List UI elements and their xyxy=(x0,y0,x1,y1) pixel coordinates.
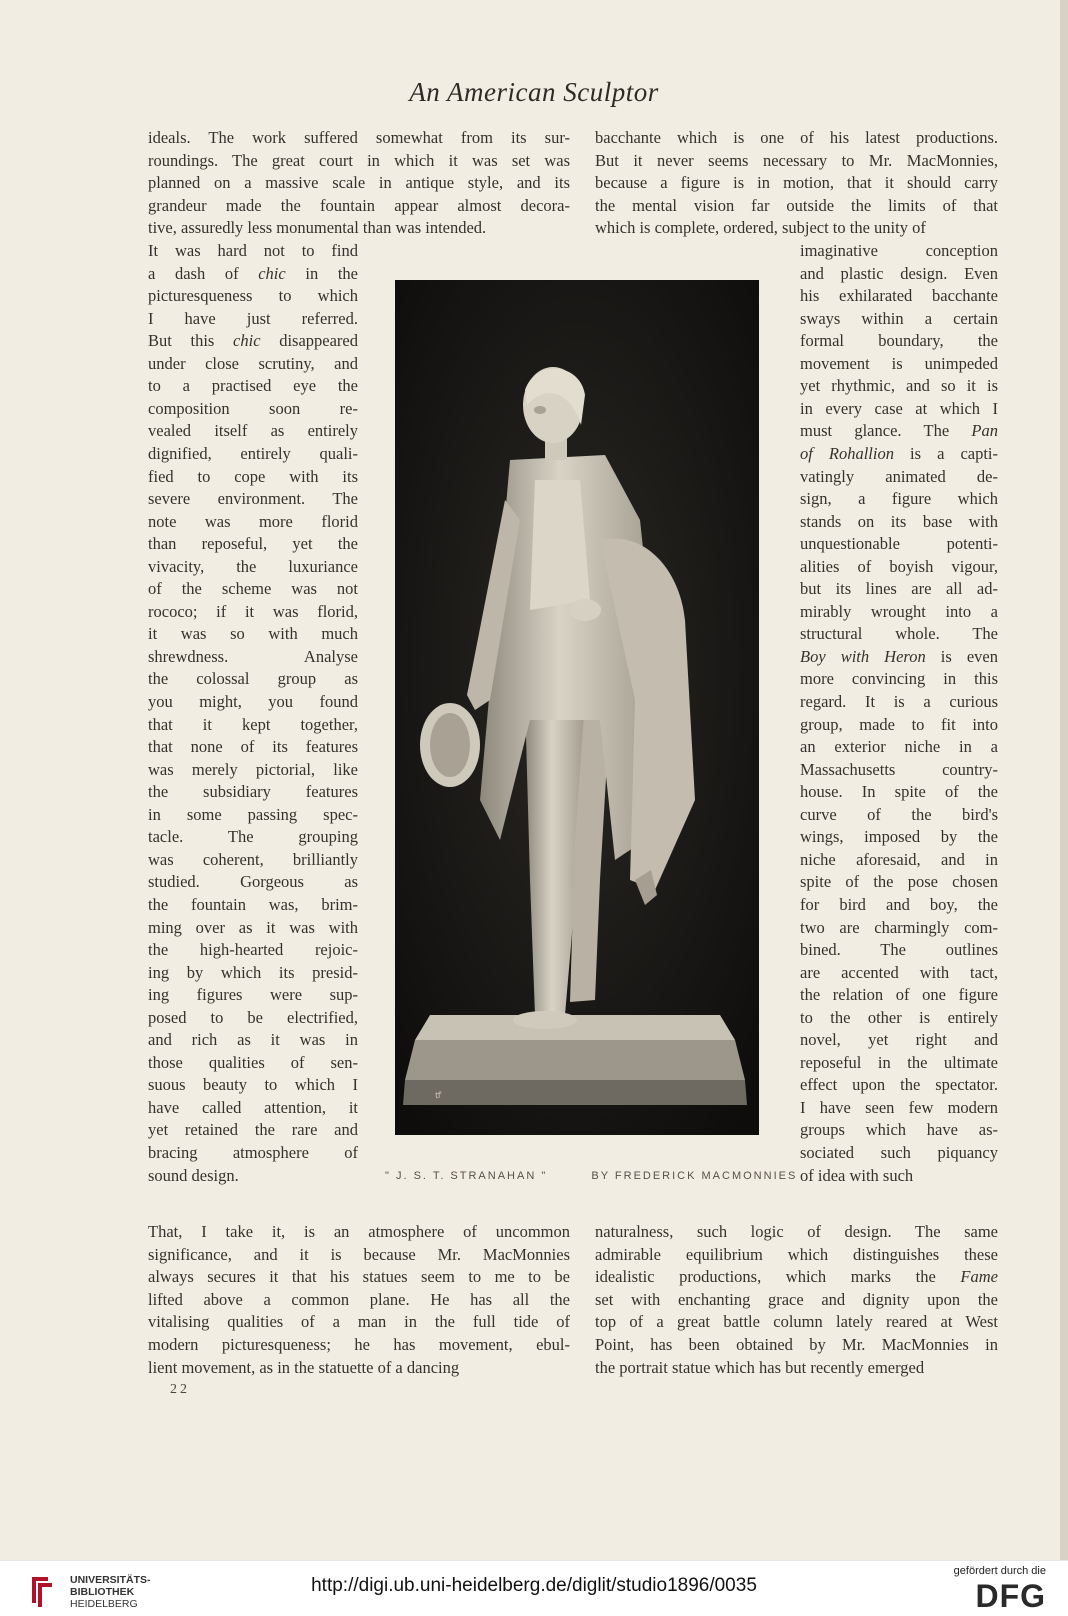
text-line: ing by which its presid- xyxy=(148,962,358,982)
text-line: studied. Gorgeous as xyxy=(148,872,358,892)
figure-caption xyxy=(385,1170,798,1182)
text-line: rococo; if it was florid, xyxy=(148,601,358,621)
text-line: note was more florid xyxy=(148,511,358,531)
text-line: lient movement, as in the statuette of a dancing xyxy=(148,1357,460,1377)
sponsor-text: gefördert durch die xyxy=(953,1565,1046,1577)
text-line: wings, imposed by the xyxy=(800,827,998,847)
text-line: group, made to fit into xyxy=(800,714,998,734)
text-line: sociated such piquancy xyxy=(800,1143,998,1162)
text-line: I have seen few modern xyxy=(800,1097,998,1117)
text-line: sound design. xyxy=(148,1165,239,1185)
text-line: are accented with tact, xyxy=(800,962,998,982)
text-line: for bird and boy, the xyxy=(800,894,998,914)
text-line: admirable equilibrium which distinguishes these xyxy=(595,1244,998,1264)
text-line: reposeful in the ultimate xyxy=(800,1052,998,1072)
text-line: groups which have as- xyxy=(800,1120,998,1140)
text-line: tive, assuredly less monumental than was intended. xyxy=(148,218,487,238)
text-line: yet rhythmic, and so it is xyxy=(800,376,998,396)
text-line: ideals. The work suffered somewhat from its sur- xyxy=(148,128,570,147)
page-edge xyxy=(1060,0,1068,1615)
footer-bar xyxy=(0,1560,1068,1616)
source-url[interactable]: http://digi.ub.uni-heidelberg.de/diglit/studio1896/0035 xyxy=(311,1575,757,1596)
text-line: always secures it that his statues seem to me to be xyxy=(148,1267,570,1287)
text-line: and plastic design. Even xyxy=(800,263,998,283)
text-line: of the scheme was not xyxy=(148,579,358,599)
text-line: effect upon the spectator. xyxy=(800,1075,998,1095)
text-line: the fountain was, brim- xyxy=(148,894,358,914)
page-number: 22 xyxy=(170,1382,190,1397)
text-line: you might, you found xyxy=(148,692,358,711)
text-line: structural whole. The xyxy=(800,624,998,644)
text-line: in every case at which I xyxy=(800,398,998,418)
text-line: under close scrutiny, and xyxy=(148,353,358,373)
text-line: top of a great battle column lately reared at West xyxy=(595,1312,998,1332)
text-line: was coherent, brilliantly xyxy=(148,849,358,869)
text-line: significance, and it is because Mr. MacMonnies xyxy=(148,1244,570,1264)
text-line: that none of its features xyxy=(148,737,358,757)
text-line: picturesqueness to which xyxy=(148,286,358,306)
text-line: formal boundary, the xyxy=(800,331,998,351)
text-line: vealed itself as entirely xyxy=(148,421,358,441)
text-line: Point, has been obtained by Mr. MacMonnies in xyxy=(595,1335,998,1354)
text-line: an exterior niche in a xyxy=(800,737,998,757)
text-line: vatingly animated de- xyxy=(800,466,998,486)
text-line: which is complete, ordered, subject to the unity of xyxy=(595,218,926,238)
text-line: those qualities of sen- xyxy=(148,1052,358,1072)
text-line: novel, yet right and xyxy=(800,1030,998,1050)
text-line: the mental vision far outside the limits of that xyxy=(595,195,998,215)
text-line: more convincing in this xyxy=(800,669,998,689)
text-line: suous beauty to which I xyxy=(148,1075,358,1095)
text-line: his exhilarated bacchante xyxy=(800,286,998,306)
text-line: ming over as it was with xyxy=(148,917,358,937)
text-line: the subsidiary features xyxy=(148,782,358,802)
text-line: It was hard not to find xyxy=(148,241,358,260)
text-line: movement is unimpeded xyxy=(800,353,998,373)
statue-photograph xyxy=(395,280,759,1135)
text-line: unquestionable potenti- xyxy=(800,534,998,554)
text-line: the relation of one figure xyxy=(800,985,998,1005)
text-line: Boy with Heron is even xyxy=(800,646,998,666)
text-line: sign, a figure which xyxy=(800,489,998,509)
text-line: but its lines are all ad- xyxy=(800,579,998,599)
text-line: fied to cope with its xyxy=(148,466,358,486)
text-line: naturalness, such logic of design. The same xyxy=(595,1222,998,1241)
text-line: a dash of chic in the xyxy=(148,263,358,283)
svg-text:ꝷ: ꝷ xyxy=(435,1090,442,1100)
text-line: stands on its base with xyxy=(800,511,998,531)
text-line: house. In spite of the xyxy=(800,782,998,802)
text-line: Massachusetts country- xyxy=(800,759,998,779)
text-line: regard. It is a curious xyxy=(800,692,998,711)
text-line: bacchante which is one of his latest productions. xyxy=(595,128,998,147)
text-line: But it never seems necessary to Mr. MacMonnies, xyxy=(595,150,998,170)
text-line: grandeur made the fountain appear almost decora- xyxy=(148,195,570,215)
text-line: to the other is entirely xyxy=(800,1007,998,1027)
text-line: yet retained the rare and xyxy=(148,1120,358,1140)
running-head: An American Sculptor xyxy=(409,77,659,107)
text-line: was merely pictorial, like xyxy=(148,759,358,779)
text-line: the portrait statue which has but recently emerged xyxy=(595,1357,925,1377)
text-line: two are charmingly com- xyxy=(800,917,998,937)
text-line: severe environment. The xyxy=(148,489,358,509)
caption-title: " J. S. T. STRANAHAN " xyxy=(385,1170,548,1182)
text-line: spite of the pose chosen xyxy=(800,872,998,892)
caption-credit: BY FREDERICK MACMONNIES xyxy=(591,1170,798,1182)
text-line: vivacity, the luxuriance xyxy=(148,556,358,576)
text-line: of idea with such xyxy=(800,1165,914,1185)
text-line: planned on a massive scale in antique style, and its xyxy=(148,173,570,193)
text-line: modern picturesqueness; he has movement, ebul- xyxy=(148,1335,570,1354)
text-line: the high-hearted rejoic- xyxy=(148,940,358,960)
text-line: of Rohallion is a capti- xyxy=(800,443,998,463)
text-line: because a figure is in motion, that it should carry xyxy=(595,173,998,193)
text-line: shrewdness. Analyse xyxy=(148,646,358,666)
text-line: imaginative conception xyxy=(800,241,998,260)
text-line: idealistic productions, which marks the Fame xyxy=(595,1267,998,1287)
library-name: UNIVERSITÄTS- BIBLIOTHEK HEIDELBERG xyxy=(70,1574,151,1610)
text-line: and rich as it was in xyxy=(148,1030,358,1050)
text-line: dignified, entirely quali- xyxy=(148,443,358,463)
text-line: in some passing spec- xyxy=(148,804,358,824)
text-line: must glance. The Pan xyxy=(800,421,998,441)
text-line: composition soon re- xyxy=(148,398,358,418)
text-line: niche aforesaid, and in xyxy=(800,849,998,869)
text-line: lifted above a common plane. He has all the xyxy=(148,1289,570,1309)
dfg-logo: DFG xyxy=(975,1578,1046,1614)
text-line: bined. The outlines xyxy=(800,940,998,960)
text-line: But this chic disappeared xyxy=(148,331,359,351)
text-line: the colossal group as xyxy=(148,669,358,689)
text-line: bracing atmosphere of xyxy=(148,1143,358,1162)
text-line: roundings. The great court in which it was set was xyxy=(148,150,570,170)
text-line: to a practised eye the xyxy=(148,376,358,396)
text-line: vitalising qualities of a man in the full tide of xyxy=(148,1312,570,1332)
text-line: posed to be electrified, xyxy=(148,1007,358,1027)
text-line: it was so with much xyxy=(148,624,358,644)
text-line: sways within a certain xyxy=(800,308,998,328)
text-line: have called attention, it xyxy=(148,1097,358,1117)
text-line: than reposeful, yet the xyxy=(148,534,358,554)
text-line: tacle. The grouping xyxy=(148,827,358,847)
text-line: I have just referred. xyxy=(148,308,358,328)
text-line: alities of boyish vigour, xyxy=(800,556,998,576)
text-line: curve of the bird's xyxy=(800,804,998,824)
text-line: That, I take it, is an atmosphere of uncommon xyxy=(148,1222,570,1241)
text-line: mirably wrought into a xyxy=(800,601,998,621)
text-line: that it kept together, xyxy=(148,714,358,734)
text-line: ing figures were sup- xyxy=(148,985,358,1005)
text-line: set with enchanting grace and dignity upon the xyxy=(595,1289,998,1309)
